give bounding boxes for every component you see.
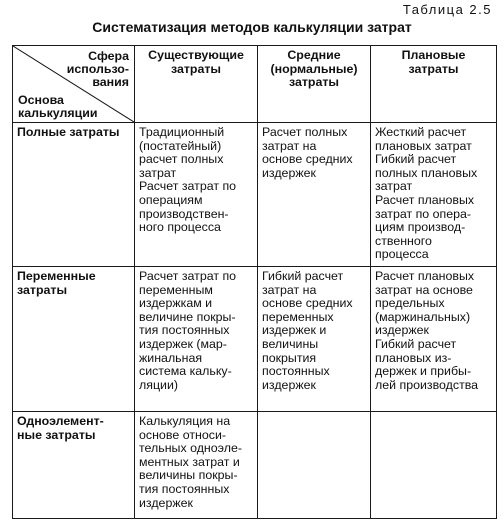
table-cell: Калькуляция на основe относи- тельных одноэле- ментных затрат и величины покры- тия постоянных издержек [135,412,258,519]
table-cell: Гибкий расчет затрат на основe средних переменных издержек и величины покрытия постоянных издержек [258,267,371,412]
table-cell-empty [371,412,497,519]
row-header-variable-costs: Переменные затраты [13,267,135,412]
table-cell: Расчет затрат по переменным издержкам и величине покры- тия постоянных издержек (мар- жинальная система кальку- ляции) [135,267,258,412]
table-number: Таблица 2.5 [402,2,492,17]
table-cell: Жесткий расчет плановых затрат Гибкий расчет полных плановых затрат Расчет плановых затрат по опера- циям производ- ственного процесса [371,123,497,267]
table-header-row [13,46,497,123]
table-title: Систематизация методов калькуляции затрат [92,19,412,35]
table-row [13,123,497,267]
column-header-existing: Существующие затраты [135,46,258,123]
methods-table [12,45,497,519]
column-header-average: Средние (нормальные) затраты [258,46,371,123]
table-row [13,412,497,519]
row-header-single-element-costs: Одноэлемент- ные затраты [13,412,135,519]
corner-label-basis: Основа калькуляции [18,93,98,120]
row-header-full-costs: Полные затраты [13,123,135,267]
column-header-planned: Плановые затраты [371,46,497,123]
table-cell: Расчет полных затрат на основe средних издержек [258,123,371,267]
table-row [13,267,497,412]
table-cell: Расчет плановых затрат на основе предельных (маржинальных) издержек Гибкий расчет плановых из- держек и прибы- лей производства [371,267,497,412]
corner-label-scope: Сфера использо- вания [66,49,129,89]
table-cell-empty [258,412,371,519]
corner-cell [13,46,135,123]
table-cell: Традиционный (постатейный) расчет полных затрат Расчет затрат по операциям производствен- ного процесса [135,123,258,267]
